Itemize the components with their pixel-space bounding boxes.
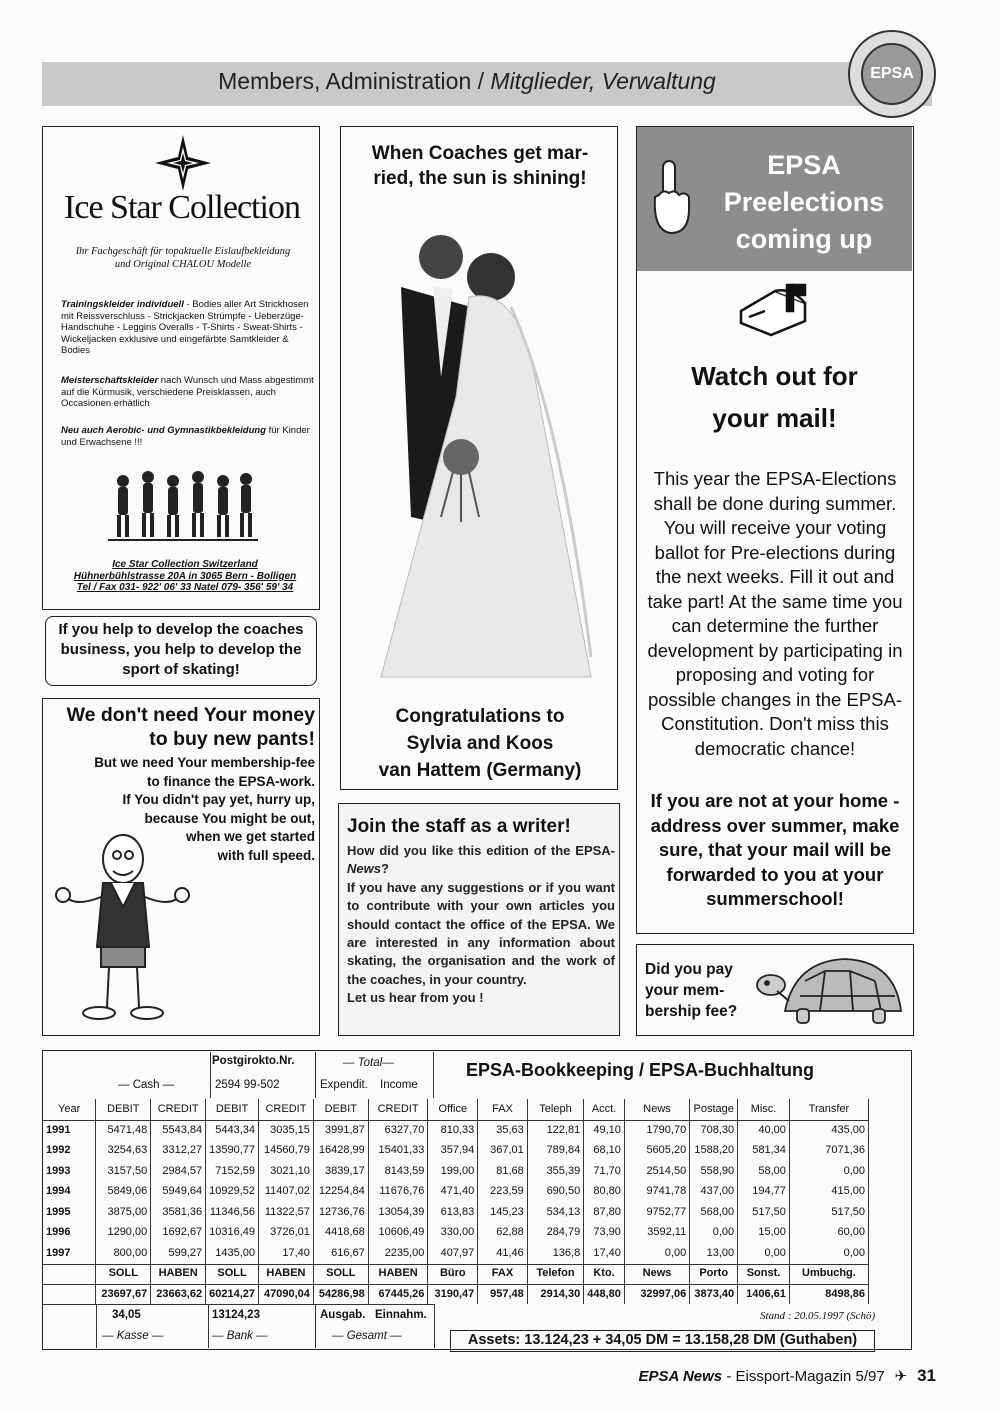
table-cell: 2514,50 [624, 1161, 689, 1182]
table-row [43, 1202, 869, 1223]
table-cell: 11322,57 [259, 1202, 314, 1223]
table-cell: 13590,77 [206, 1140, 259, 1161]
ausgab-label: Ausgab. [320, 1309, 366, 1321]
table-cell: 471,40 [428, 1181, 478, 1202]
table-cell: 10316,49 [206, 1222, 259, 1243]
table-cell: 0,00 [690, 1222, 738, 1243]
table-row [43, 1120, 869, 1141]
table-cell: 58,00 [738, 1161, 790, 1182]
table-cell: 3839,17 [313, 1161, 368, 1182]
table-cell: 1790,70 [624, 1120, 689, 1141]
table-cell: 3875,00 [96, 1202, 151, 1223]
table-cell: 54286,98 [313, 1284, 368, 1305]
cartoon-man-illustration [51, 827, 191, 1032]
table-cell: FAX [478, 1263, 528, 1284]
skater-logo-icon: ✈ [894, 1368, 908, 1385]
table-cell: 1435,00 [206, 1243, 259, 1264]
table-cell: 17,40 [584, 1243, 625, 1264]
ice-star-subtitle: Ihr Fachgeschäft für topaktuelle Eislaufbekleidung und Original CHALOU Modelle [75, 246, 291, 270]
table-cell: 568,00 [690, 1202, 738, 1223]
table-cell: 3592,11 [624, 1222, 689, 1243]
table-cell: 3254,63 [96, 1140, 151, 1161]
table-cell: 4418,68 [313, 1222, 368, 1243]
ice-paragraph: Trainingskleider individuell - Bodies aller Art Strickhosen mit Reissverschluss - Strickjacken Strümpfe - Ueberzüge- Handschuhe - Leggins Overalls - T-Shirts - Sweat-Shirts - Wickeljacken exklusive und eingefärbte Samtkleider & Bodies [61, 299, 309, 356]
table-cell [43, 1284, 96, 1305]
ice-star-ad [42, 126, 320, 610]
table-cell: 415,00 [789, 1181, 868, 1202]
table-cell: 9741,78 [624, 1181, 689, 1202]
table-cell: 1996 [43, 1222, 96, 1243]
table-cell: Porto [690, 1263, 738, 1284]
table-cell: 32997,06 [624, 1284, 689, 1305]
ice-paragraph: Neu auch Aerobic- und Gymnastikbekleidung für Kinder und Erwachsene !!! [61, 425, 310, 448]
table-cell: 5605,20 [624, 1140, 689, 1161]
table-cell: 13,00 [690, 1243, 738, 1264]
table-cell: 62,88 [478, 1222, 528, 1243]
table-cell: 7152,59 [206, 1161, 259, 1182]
table-cell: 2984,57 [151, 1161, 206, 1182]
table-cell: 122,81 [527, 1120, 583, 1141]
table-cell: FAX [478, 1099, 528, 1120]
table-cell: 67445,26 [368, 1284, 428, 1305]
table-cell: 708,30 [690, 1120, 738, 1141]
kasse-value: 34,05 [112, 1309, 141, 1321]
writer-box [338, 803, 620, 1036]
table-cell: 435,00 [789, 1120, 868, 1141]
table-cell: 1991 [43, 1120, 96, 1141]
table-cell: SOLL [206, 1263, 259, 1284]
table-cell: 41,46 [478, 1243, 528, 1264]
table-cell: DEBIT [206, 1099, 259, 1120]
table-cell: 534,13 [527, 1202, 583, 1223]
pay-fee-text: Did you pay your mem- bership fee? [645, 961, 738, 1020]
star-icon [153, 133, 213, 193]
table-cell: 11676,76 [368, 1181, 428, 1202]
table-cell: 40,00 [738, 1120, 790, 1141]
table-cell: 616,67 [313, 1243, 368, 1264]
table-cell: 599,27 [151, 1243, 206, 1264]
table-cell: 1997 [43, 1243, 96, 1264]
table-cell: 5949,64 [151, 1181, 206, 1202]
table-cell: 613,83 [428, 1202, 478, 1223]
table-cell: 14560,79 [259, 1140, 314, 1161]
table-cell: 80,80 [584, 1181, 625, 1202]
table-cell: 35,63 [478, 1120, 528, 1141]
table-cell: Office [428, 1099, 478, 1120]
table-cell: 8498,86 [789, 1284, 868, 1305]
table-cell: News [624, 1099, 689, 1120]
table-cell: 1994 [43, 1181, 96, 1202]
table-cell: 1992 [43, 1140, 96, 1161]
table-cell: 558,90 [690, 1161, 738, 1182]
table-cell: 73,90 [584, 1222, 625, 1243]
table-cell: Acct. [584, 1099, 625, 1120]
bookkeeping-title: EPSA-Bookkeeping / EPSA-Buchhaltung [465, 1060, 815, 1080]
table-header-row [43, 1099, 869, 1120]
money-text: But we need Your membership-fee to finance the EPSA-work. If You didn't pay yet, hurry up, because You might be out, when we get started with full speed. [94, 755, 315, 863]
table-cell: 1588,20 [690, 1140, 738, 1161]
table-cell: 12736,76 [313, 1202, 368, 1223]
table-cell: 15401,33 [368, 1140, 428, 1161]
money-heading: We don't need Your money to buy new pants! [66, 704, 315, 750]
table-cell: 1995 [43, 1202, 96, 1223]
total-label: — Total— [343, 1057, 394, 1069]
table-cell: 0,00 [624, 1243, 689, 1264]
writer-heading: Join the staff as a writer! [347, 816, 571, 837]
table-cell [43, 1263, 96, 1284]
postgiro-label: Postgirokto.Nr. [212, 1055, 295, 1067]
table-cell: 11407,02 [259, 1181, 314, 1202]
table-cell: 5443,34 [206, 1120, 259, 1141]
table-cell: 3190,47 [428, 1284, 478, 1305]
income-label: Income [380, 1079, 418, 1091]
table-cell: 448,80 [584, 1284, 625, 1305]
table-cell: 284,79 [527, 1222, 583, 1243]
assets-box: Assets: 13.124,23 + 34,05 DM = 13.158,28 DM (Guthaben) [450, 1330, 875, 1352]
table-cell: 3035,15 [259, 1120, 314, 1141]
table-totals-row [43, 1284, 869, 1305]
table-cell: SOLL [96, 1263, 151, 1284]
table-cell: 2235,00 [368, 1243, 428, 1264]
help-develop-box: If you help to develop the coaches business, you help to develop the sport of skating! [45, 616, 317, 686]
table-cell: 60,00 [789, 1222, 868, 1243]
stand-date: Stand : 20.05.1997 (Schö) [760, 1310, 876, 1322]
kasse-label: — Kasse — [102, 1330, 164, 1342]
table-cell: Year [43, 1099, 96, 1120]
table-cell: 0,00 [789, 1161, 868, 1182]
bank-value: 13124,23 [212, 1309, 260, 1321]
table-cell: 17,40 [259, 1243, 314, 1264]
table-footer-header-row [43, 1263, 869, 1284]
table-cell: CREDIT [259, 1099, 314, 1120]
page-title: Members, Administration / Mitglieder, Verwaltung [218, 68, 716, 94]
table-row [43, 1181, 869, 1202]
table-cell: 15,00 [738, 1222, 790, 1243]
table-cell: 407,97 [428, 1243, 478, 1264]
table-cell: 3021,10 [259, 1161, 314, 1182]
table-cell: Sonst. [738, 1263, 790, 1284]
table-cell: 23663,62 [151, 1284, 206, 1305]
table-row [43, 1222, 869, 1243]
table-cell: 145,23 [478, 1202, 528, 1223]
table-cell: 10606,49 [368, 1222, 428, 1243]
table-cell: 9752,77 [624, 1202, 689, 1223]
table-cell: 581,34 [738, 1140, 790, 1161]
table-cell: 87,80 [584, 1202, 625, 1223]
watch-mail-heading: Watch out for your mail! [691, 361, 858, 433]
table-cell: 2914,30 [527, 1284, 583, 1305]
table-cell: Telefon [527, 1263, 583, 1284]
wedding-box [340, 126, 618, 790]
ice-paragraph: Meisterschaftskleider nach Wunsch und Mass abgestimmt auf die Kürmusik, verschiedene Preisklassen, auch Occasionen erhätlich [61, 375, 314, 409]
table-cell: 5849,06 [96, 1181, 151, 1202]
bookkeeping-table [43, 1099, 869, 1304]
bank-label: — Bank — [212, 1330, 268, 1342]
page-number: 31 [917, 1366, 936, 1385]
preelections-text: This year the EPSA-Elections shall be done during summer. You will receive your voting ballot for Pre-elections during the next weeks. Fill it out and take part! At the same time you can determine the further development by participating in proposing and voting for possible changes in the EPSA-Constitution. Don't miss this democratic chance! [647, 468, 903, 759]
page-footer: EPSA News - Eissport-Magazin 5/97 ✈ 31 [638, 1366, 936, 1385]
mailbox-icon [735, 281, 817, 337]
turtle-icon [755, 951, 905, 1031]
epsa-logo: EPSA [848, 30, 936, 118]
table-cell: 957,48 [478, 1284, 528, 1305]
cash-label: — Cash — [118, 1079, 175, 1091]
table-cell: Kto. [584, 1263, 625, 1284]
table-cell: 10929,52 [206, 1181, 259, 1202]
table-cell: DEBIT [96, 1099, 151, 1120]
table-cell: 13054,39 [368, 1202, 428, 1223]
table-cell: 16428,99 [313, 1140, 368, 1161]
table-cell: 23697,67 [96, 1284, 151, 1305]
table-cell: News [624, 1263, 689, 1284]
table-cell: 810,33 [428, 1120, 478, 1141]
table-cell: SOLL [313, 1263, 368, 1284]
table-cell: 1993 [43, 1161, 96, 1182]
table-cell: 5471,48 [96, 1120, 151, 1141]
wedding-photo [361, 217, 601, 687]
table-cell: 11346,56 [206, 1202, 259, 1223]
writer-text: How did you like this edition of the EPSA-News? If you have any suggestions or if you want to contribute with your own articles you should contact the office of the EPSA. We are interested in any information about skating, the organisation and the work of the coaches, in your country. Let us hear from you ! [347, 843, 615, 1006]
skaters-illustration [103, 467, 263, 547]
table-cell: 1692,67 [151, 1222, 206, 1243]
table-cell: Teleph [527, 1099, 583, 1120]
table-cell: 5543,84 [151, 1120, 206, 1141]
table-cell: 3312,27 [151, 1140, 206, 1161]
table-cell: 81,68 [478, 1161, 528, 1182]
einnahm-label: Einnahm. [375, 1309, 427, 1321]
table-cell: 0,00 [738, 1243, 790, 1264]
table-cell: Postage [690, 1099, 738, 1120]
table-cell: 357,94 [428, 1140, 478, 1161]
table-cell: 71,70 [584, 1161, 625, 1182]
table-cell: 223,59 [478, 1181, 528, 1202]
table-cell: 355,39 [527, 1161, 583, 1182]
table-cell: 330,00 [428, 1222, 478, 1243]
table-cell: 3873,40 [690, 1284, 738, 1305]
table-cell: 3157,50 [96, 1161, 151, 1182]
table-cell: 194,77 [738, 1181, 790, 1202]
wedding-congrats: Congratulations to Sylvia and Koos van Hattem (Germany) [378, 706, 582, 781]
table-cell: CREDIT [151, 1099, 206, 1120]
table-cell: CREDIT [368, 1099, 428, 1120]
pay-fee-box [636, 944, 914, 1036]
table-cell: 0,00 [789, 1243, 868, 1264]
table-cell: 49,10 [584, 1120, 625, 1141]
table-cell: 690,50 [527, 1181, 583, 1202]
table-cell: 3991,87 [313, 1120, 368, 1141]
wedding-heading: When Coaches get mar- ried, the sun is shining! [371, 143, 589, 189]
table-cell: 8143,59 [368, 1161, 428, 1182]
table-cell: 437,00 [690, 1181, 738, 1202]
table-cell: 6327,70 [368, 1120, 428, 1141]
table-cell: 517,50 [738, 1202, 790, 1223]
table-cell: 517,50 [789, 1202, 868, 1223]
table-cell: 7071,36 [789, 1140, 868, 1161]
table-cell: DEBIT [313, 1099, 368, 1120]
table-cell: 60214,27 [206, 1284, 259, 1305]
table-row [43, 1140, 869, 1161]
table-cell: 1290,00 [96, 1222, 151, 1243]
table-cell: HABEN [151, 1263, 206, 1284]
preelections-title: EPSA Preelections coming up [723, 150, 885, 254]
preelections-box [636, 126, 914, 934]
gesamt-label: — Gesamt — [332, 1330, 402, 1342]
table-cell: 3581,36 [151, 1202, 206, 1223]
table-cell: 3726,01 [259, 1222, 314, 1243]
table-cell: 1406,61 [738, 1284, 790, 1305]
table-cell: 199,00 [428, 1161, 478, 1182]
expendit-label: Expendit. [320, 1079, 368, 1091]
table-cell: 136,8 [527, 1243, 583, 1264]
table-cell: Umbuchg. [789, 1263, 868, 1284]
table-cell: 367,01 [478, 1140, 528, 1161]
table-cell: HABEN [259, 1263, 314, 1284]
ice-star-address: Ice Star Collection Switzerland Hühnerbühlstrasse 20A in 3065 Bern - Bolligen Tel / Fax 031- 922' 06' 33 Natel 079- 356' 59' 34 [73, 559, 297, 593]
postgiro-number: 2594 99-502 [215, 1079, 280, 1091]
table-cell: Büro [428, 1263, 478, 1284]
table-cell: 47090,04 [259, 1284, 314, 1305]
table-cell: 789,84 [527, 1140, 583, 1161]
membership-fee-box [42, 698, 320, 1036]
table-cell: 68,10 [584, 1140, 625, 1161]
preelections-bold-text: If you are not at your home - address over summer, make sure, that your mail will be forwarded to you at your summerschool! [650, 790, 900, 909]
table-cell: HABEN [368, 1263, 428, 1284]
table-cell: 800,00 [96, 1243, 151, 1264]
table-row [43, 1243, 869, 1264]
table-cell: 12254,84 [313, 1181, 368, 1202]
table-cell: Misc. [738, 1099, 790, 1120]
table-cell: Transfer [789, 1099, 868, 1120]
table-row [43, 1161, 869, 1182]
ice-star-title: Ice Star Collection [64, 189, 300, 226]
pointing-hand-icon [645, 157, 697, 237]
